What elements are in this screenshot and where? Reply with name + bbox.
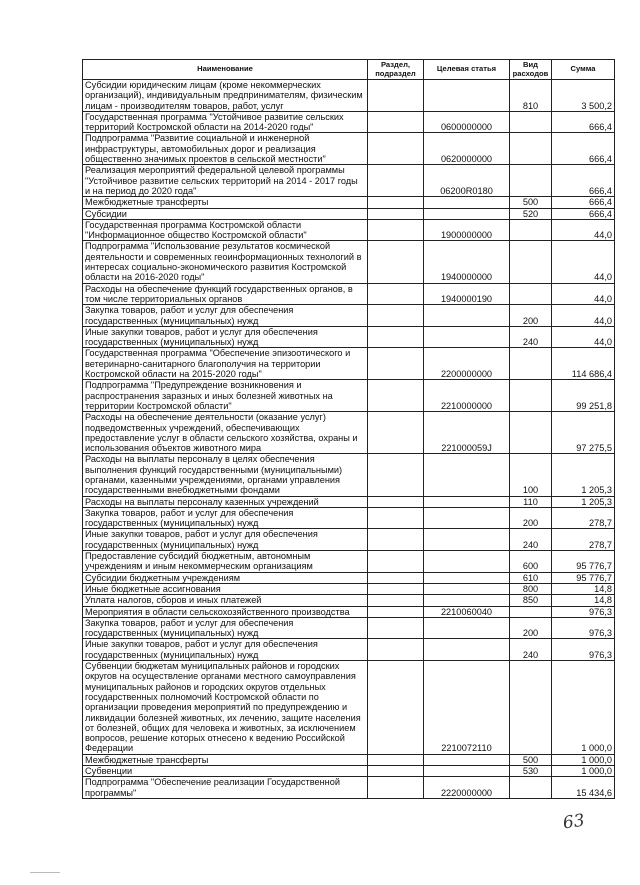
budget-table	[82, 59, 615, 799]
page-number: 63	[561, 810, 586, 834]
row-code: 221000059J	[424, 412, 510, 454]
row-code: 2210000000	[424, 380, 510, 412]
row-name: Закупка товаров, работ и услуг для обеспечения государственных (муниципальных) нужд	[83, 305, 368, 327]
row-code	[424, 551, 510, 573]
row-vid	[510, 661, 552, 755]
header-sum: Сумма	[552, 60, 615, 80]
row-sum: 44,0	[552, 241, 615, 283]
row-razdel	[368, 348, 424, 380]
row-razdel	[368, 639, 424, 661]
row-sum: 976,3	[552, 617, 615, 639]
row-sum: 44,0	[552, 326, 615, 348]
table-header	[83, 60, 615, 80]
row-razdel	[368, 165, 424, 197]
row-name: Межбюджетные трансферты	[83, 754, 368, 765]
row-code	[424, 305, 510, 327]
table-row	[83, 766, 615, 777]
row-sum: 1 205,3	[552, 454, 615, 496]
row-sum: 15 434,6	[552, 777, 615, 799]
row-name: Расходы на обеспечение деятельности (оказание услуг) подведомственных учреждений, обеспечивающих предоставление услуг в области сельского хозяйства, охраны и использования объектов животного мира	[83, 412, 368, 454]
row-razdel	[368, 283, 424, 305]
row-vid: 240	[510, 639, 552, 661]
table-row	[83, 507, 615, 529]
row-vid	[510, 111, 552, 133]
row-name: Расходы на выплаты персоналу в целях обеспечения выполнения функций государственными (муниципальными) органами, казенными учреждениями, органами управления государственными внебюджетными фондами	[83, 454, 368, 496]
row-razdel	[368, 507, 424, 529]
row-razdel	[368, 241, 424, 283]
row-code: 1900000000	[424, 219, 510, 241]
header-name: Наименование	[83, 60, 368, 80]
row-sum: 14,8	[552, 595, 615, 606]
row-sum: 95 776,7	[552, 572, 615, 583]
row-sum: 95 776,7	[552, 551, 615, 573]
row-razdel	[368, 496, 424, 507]
table-row	[83, 496, 615, 507]
row-razdel	[368, 80, 424, 112]
row-vid	[510, 412, 552, 454]
row-code: 06200R0180	[424, 165, 510, 197]
table-row	[83, 305, 615, 327]
row-code	[424, 583, 510, 594]
row-vid	[510, 219, 552, 241]
row-razdel	[368, 661, 424, 755]
row-razdel	[368, 305, 424, 327]
row-code: 1940000000	[424, 241, 510, 283]
row-razdel	[368, 572, 424, 583]
row-sum: 666,4	[552, 165, 615, 197]
row-name: Подпрограмма "Развитие социальной и инженерной инфраструктуры, автомобильных дорог и реализация общественно значимых проектов в сельской местности"	[83, 133, 368, 165]
row-code	[424, 766, 510, 777]
row-code	[424, 197, 510, 208]
row-name: Государственная программа "Обеспечение эпизоотического и ветеринарно-санитарного благополучия на территории Костромской области на 2015-2020 годы"	[83, 348, 368, 380]
row-sum: 1 205,3	[552, 496, 615, 507]
row-vid: 200	[510, 617, 552, 639]
table-row	[83, 639, 615, 661]
row-sum: 666,4	[552, 133, 615, 165]
row-vid	[510, 241, 552, 283]
row-sum: 1 000,0	[552, 754, 615, 765]
row-sum: 44,0	[552, 305, 615, 327]
table-row	[83, 454, 615, 496]
row-vid: 530	[510, 766, 552, 777]
row-code	[424, 326, 510, 348]
row-razdel	[368, 219, 424, 241]
row-razdel	[368, 326, 424, 348]
row-sum: 666,4	[552, 197, 615, 208]
row-code	[424, 454, 510, 496]
row-vid	[510, 133, 552, 165]
row-name: Субсидии бюджетным учреждениям	[83, 572, 368, 583]
row-sum: 278,7	[552, 529, 615, 551]
row-razdel	[368, 766, 424, 777]
row-name: Субвенции	[83, 766, 368, 777]
row-name: Межбюджетные трансферты	[83, 197, 368, 208]
table-body	[83, 80, 615, 799]
row-sum: 666,4	[552, 111, 615, 133]
row-name: Закупка товаров, работ и услуг для обеспечения государственных (муниципальных) нужд	[83, 617, 368, 639]
row-code: 2210072110	[424, 661, 510, 755]
row-sum: 14,8	[552, 583, 615, 594]
row-razdel	[368, 777, 424, 799]
row-name: Иные бюджетные ассигнования	[83, 583, 368, 594]
row-razdel	[368, 551, 424, 573]
table-row	[83, 595, 615, 606]
table-row	[83, 551, 615, 573]
row-code	[424, 595, 510, 606]
header-code: Целевая статья	[424, 60, 510, 80]
table-row	[83, 241, 615, 283]
row-sum: 44,0	[552, 219, 615, 241]
row-razdel	[368, 606, 424, 617]
table-row	[83, 208, 615, 219]
row-sum: 1 000,0	[552, 766, 615, 777]
table-row	[83, 380, 615, 412]
row-sum: 976,3	[552, 639, 615, 661]
row-razdel	[368, 454, 424, 496]
table-row	[83, 529, 615, 551]
row-name: Расходы на обеспечение функций государственных органов, в том числе территориальных органов	[83, 283, 368, 305]
row-name: Государственная программа "Устойчивое развитие сельских территорий Костромской области на 2014-2020 годы"	[83, 111, 368, 133]
table-row	[83, 572, 615, 583]
row-code: 2210060040	[424, 606, 510, 617]
row-sum: 666,4	[552, 208, 615, 219]
row-sum: 97 275,5	[552, 412, 615, 454]
header-vid: Вид расходов	[510, 60, 552, 80]
table-row	[83, 197, 615, 208]
row-vid: 110	[510, 496, 552, 507]
row-vid	[510, 606, 552, 617]
table-row	[83, 583, 615, 594]
row-vid: 520	[510, 208, 552, 219]
row-code	[424, 617, 510, 639]
table-row	[83, 165, 615, 197]
row-code	[424, 572, 510, 583]
row-name: Реализация мероприятий федеральной целевой программы "Устойчивое развитие сельских территорий на 2014 - 2017 годы и на период до 2020 года"	[83, 165, 368, 197]
row-sum: 3 500,2	[552, 80, 615, 112]
row-code	[424, 496, 510, 507]
row-vid: 500	[510, 197, 552, 208]
table-row	[83, 617, 615, 639]
row-razdel	[368, 412, 424, 454]
header-razdel: Раздел, подраздел	[368, 60, 424, 80]
row-vid: 500	[510, 754, 552, 765]
row-vid: 850	[510, 595, 552, 606]
table-row	[83, 754, 615, 765]
row-code	[424, 639, 510, 661]
table-row	[83, 80, 615, 112]
row-name: Подпрограмма "Предупреждение возникновения и распространения заразных и иных болезней животных на территории Костромской области"	[83, 380, 368, 412]
row-code: 1940000190	[424, 283, 510, 305]
row-name: Иные закупки товаров, работ и услуг для обеспечения государственных (муниципальных) нужд	[83, 326, 368, 348]
row-vid: 200	[510, 507, 552, 529]
row-vid: 240	[510, 326, 552, 348]
row-name: Мероприятия в области сельскохозяйственного производства	[83, 606, 368, 617]
table-row	[83, 326, 615, 348]
row-code	[424, 529, 510, 551]
row-name: Закупка товаров, работ и услуг для обеспечения государственных (муниципальных) нужд	[83, 507, 368, 529]
row-name: Государственная программа Костромской области "Информационное общество Костромской области"	[83, 219, 368, 241]
row-razdel	[368, 754, 424, 765]
table-row	[83, 777, 615, 799]
row-vid: 200	[510, 305, 552, 327]
row-name: Подпрограмма "Обеспечение реализации Государственной программы"	[83, 777, 368, 799]
row-name: Расходы на выплаты персоналу казенных учреждений	[83, 496, 368, 507]
table-row	[83, 283, 615, 305]
row-vid	[510, 348, 552, 380]
row-vid: 600	[510, 551, 552, 573]
row-code: 2200000000	[424, 348, 510, 380]
row-razdel	[368, 583, 424, 594]
row-sum: 44,0	[552, 283, 615, 305]
row-sum: 114 686,4	[552, 348, 615, 380]
row-code	[424, 80, 510, 112]
row-razdel	[368, 197, 424, 208]
row-code	[424, 754, 510, 765]
row-razdel	[368, 617, 424, 639]
table-row	[83, 661, 615, 755]
row-name: Субсидии	[83, 208, 368, 219]
row-code	[424, 208, 510, 219]
row-name: Иные закупки товаров, работ и услуг для обеспечения государственных (муниципальных) нужд	[83, 639, 368, 661]
row-sum: 1 000,0	[552, 661, 615, 755]
row-sum: 99 251,8	[552, 380, 615, 412]
row-razdel	[368, 529, 424, 551]
row-name: Субсидии юридическим лицам (кроме некоммерческих организаций), индивидуальным предпринимателям, физическим лицам - производителям товаров, работ, услуг	[83, 80, 368, 112]
row-code	[424, 507, 510, 529]
table-row	[83, 133, 615, 165]
row-vid: 610	[510, 572, 552, 583]
row-vid	[510, 165, 552, 197]
row-razdel	[368, 133, 424, 165]
row-code: 0620000000	[424, 133, 510, 165]
row-name: Иные закупки товаров, работ и услуг для обеспечения государственных (муниципальных) нужд	[83, 529, 368, 551]
table-row	[83, 412, 615, 454]
row-vid: 100	[510, 454, 552, 496]
table-row	[83, 219, 615, 241]
row-vid	[510, 283, 552, 305]
row-vid: 240	[510, 529, 552, 551]
row-razdel	[368, 208, 424, 219]
row-vid: 810	[510, 80, 552, 112]
table-row	[83, 111, 615, 133]
scan-artifact	[30, 872, 60, 873]
row-razdel	[368, 380, 424, 412]
table-row	[83, 348, 615, 380]
row-sum: 278,7	[552, 507, 615, 529]
row-vid	[510, 380, 552, 412]
row-code: 0600000000	[424, 111, 510, 133]
row-name: Подпрограмма "Использование результатов космической деятельности и современных геоинформационных технологий в интересах социально-экономического развития Костромской области на 2016-2020 годы"	[83, 241, 368, 283]
table-row	[83, 606, 615, 617]
row-name: Субвенции бюджетам муниципальных районов и городских округов на осуществление органами местного самоуправления муниципальных районов и городских округов отдельных государственных полномочий Костромской области по организации проведения мероприятий по предупреждению и ликвидации болезней животных, их лечению, защите населения от болезней, общих для человека и животных, за исключением вопросов, решение которых отнесено к ведению Российской Федерации	[83, 661, 368, 755]
row-code: 2220000000	[424, 777, 510, 799]
row-razdel	[368, 595, 424, 606]
row-vid	[510, 777, 552, 799]
row-name: Уплата налогов, сборов и иных платежей	[83, 595, 368, 606]
row-vid: 800	[510, 583, 552, 594]
row-sum: 976,3	[552, 606, 615, 617]
row-name: Предоставление субсидий бюджетным, автономным учреждениям и иным некоммерческим организациям	[83, 551, 368, 573]
row-razdel	[368, 111, 424, 133]
